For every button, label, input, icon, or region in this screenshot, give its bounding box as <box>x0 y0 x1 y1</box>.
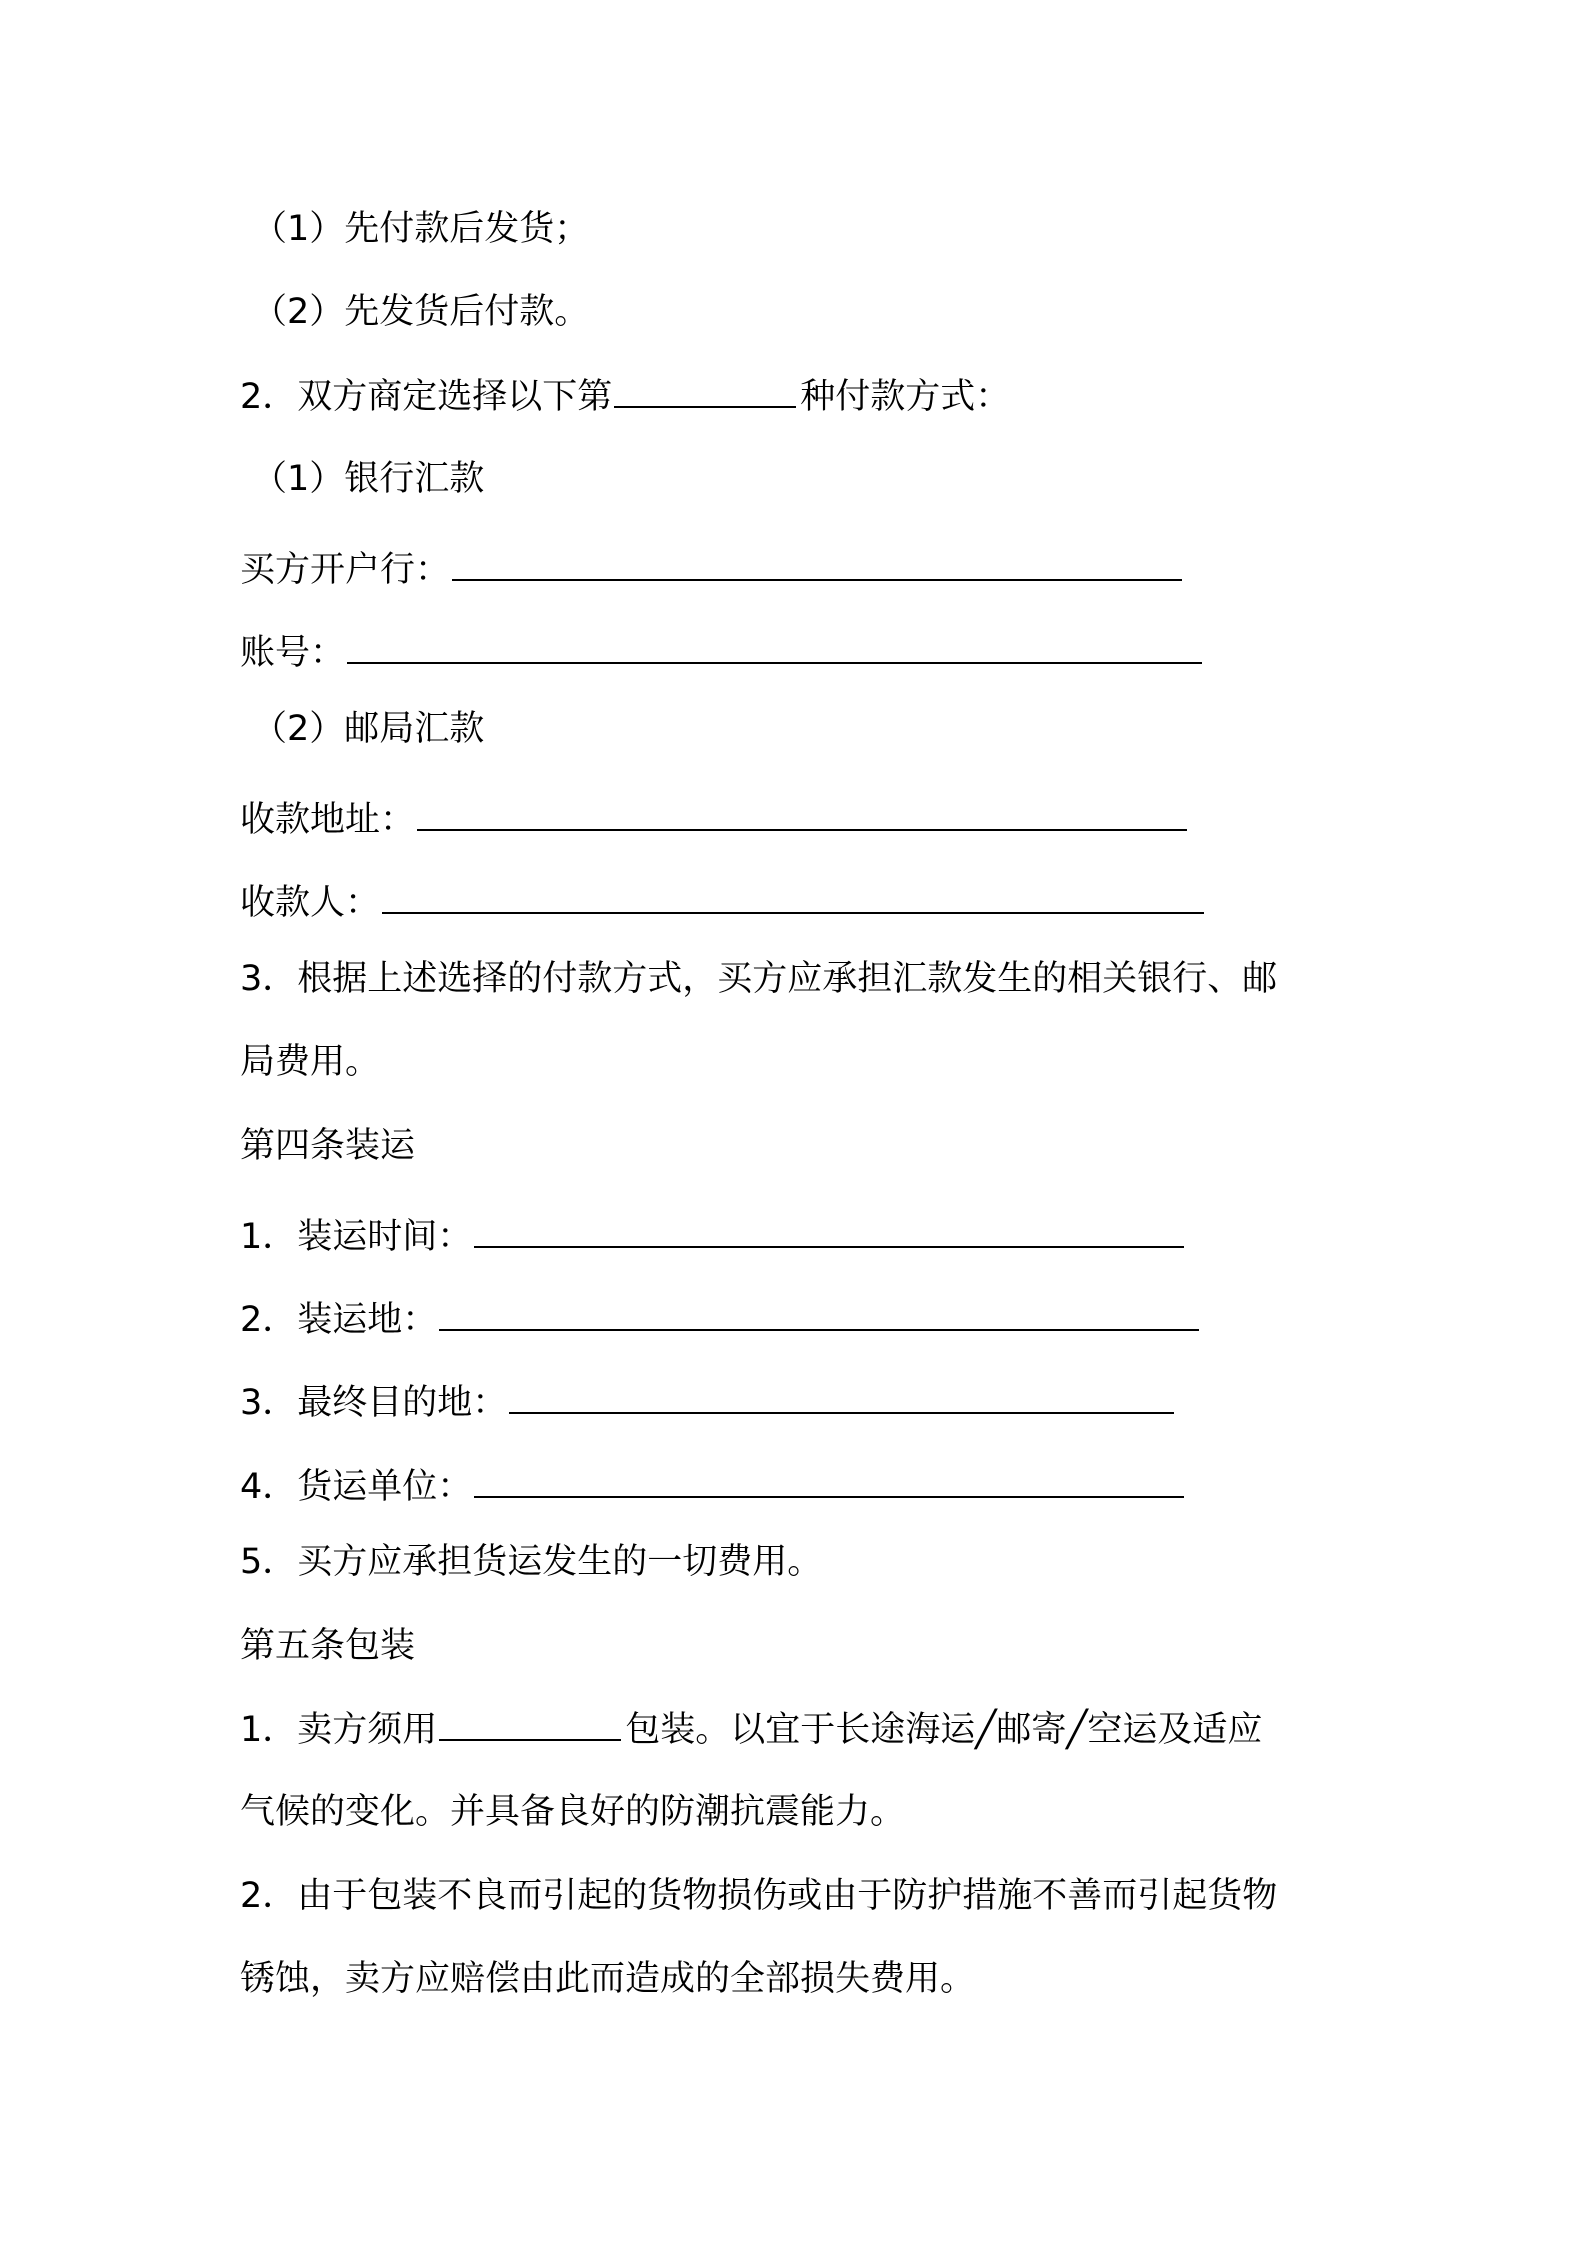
fill-in-blank <box>382 878 1204 914</box>
paragraph-postal-remittance-heading <box>252 705 484 753</box>
paragraph-packaging-damage-line2 <box>240 1955 975 2003</box>
paragraph-text: 锈蚀，卖方应赔偿由此而造成的全部损失费用。 <box>240 1959 976 1999</box>
field-shipment-place <box>240 1295 1203 1344</box>
paragraph-text-before: 2．双方商定选择以下第 <box>240 377 613 417</box>
section-title: 第四条装运 <box>240 1126 416 1166</box>
fill-in-blank <box>474 1212 1184 1248</box>
paragraph-text: 局费用。 <box>240 1042 381 1082</box>
field-buyer-bank <box>240 545 1186 594</box>
section-heading-packaging <box>240 1622 415 1670</box>
paragraph-remittance-fees-line2 <box>240 1038 380 1086</box>
paragraph-text: 2．由于包装不良而引起的货物损伤或由于防护措施不善而引起货物 <box>240 1876 1278 1916</box>
paragraph-freight-costs <box>240 1538 822 1586</box>
paragraph-payment-method-choice <box>240 372 1010 421</box>
fill-in-blank <box>417 795 1187 831</box>
field-label: 账号： <box>240 633 346 673</box>
paragraph-text-after: 包装。以宜于长途海运╱邮寄╱空运及适应 <box>625 1710 1263 1750</box>
section-title: 第五条包装 <box>240 1626 416 1666</box>
fill-in-blank <box>347 628 1202 664</box>
paragraph-text-after: 种付款方式： <box>800 377 1011 417</box>
field-label: 3．最终目的地： <box>240 1383 508 1423</box>
paragraph-text: 5．买方应承担货运发生的一切费用。 <box>240 1542 823 1582</box>
field-payee <box>240 878 1208 927</box>
paragraph-text: （2）邮局汇款 <box>252 709 485 749</box>
fill-in-blank <box>509 1378 1174 1414</box>
paragraph-text: （2）先发货后付款。 <box>252 292 590 332</box>
paragraph-text: 气候的变化。并具备良好的防潮抗震能力。 <box>240 1792 906 1832</box>
fill-in-blank <box>439 1295 1199 1331</box>
paragraph-option-prepay <box>252 205 589 253</box>
paragraph-option-postpay <box>252 288 589 336</box>
paragraph-packaging-method-line1 <box>240 1705 1262 1754</box>
fill-in-blank <box>474 1462 1184 1498</box>
paragraph-text: （1）银行汇款 <box>252 459 485 499</box>
fill-in-blank <box>452 545 1182 581</box>
paragraph-text: （1）先付款后发货； <box>252 209 590 249</box>
fill-in-blank <box>439 1705 621 1741</box>
paragraph-packaging-damage-line1 <box>240 1872 1277 1920</box>
fill-in-blank <box>614 372 796 408</box>
field-label: 收款人： <box>240 883 381 923</box>
field-receiving-address <box>240 795 1191 844</box>
field-final-destination <box>240 1378 1178 1427</box>
paragraph-remittance-fees-line1 <box>240 955 1277 1003</box>
paragraph-bank-transfer-heading <box>252 455 484 503</box>
field-label: 1．装运时间： <box>240 1217 473 1257</box>
paragraph-text-before: 1．卖方须用 <box>240 1710 438 1750</box>
field-account-number <box>240 628 1206 677</box>
field-freight-carrier <box>240 1462 1188 1511</box>
field-label: 收款地址： <box>240 800 416 840</box>
field-shipment-time <box>240 1212 1188 1261</box>
field-label: 4．货运单位： <box>240 1467 473 1507</box>
paragraph-text: 3．根据上述选择的付款方式，买方应承担汇款发生的相关银行、邮 <box>240 959 1278 999</box>
paragraph-packaging-method-line2 <box>240 1788 905 1836</box>
section-heading-shipment <box>240 1122 415 1170</box>
field-label: 2．装运地： <box>240 1300 438 1340</box>
field-label: 买方开户行： <box>240 550 451 590</box>
